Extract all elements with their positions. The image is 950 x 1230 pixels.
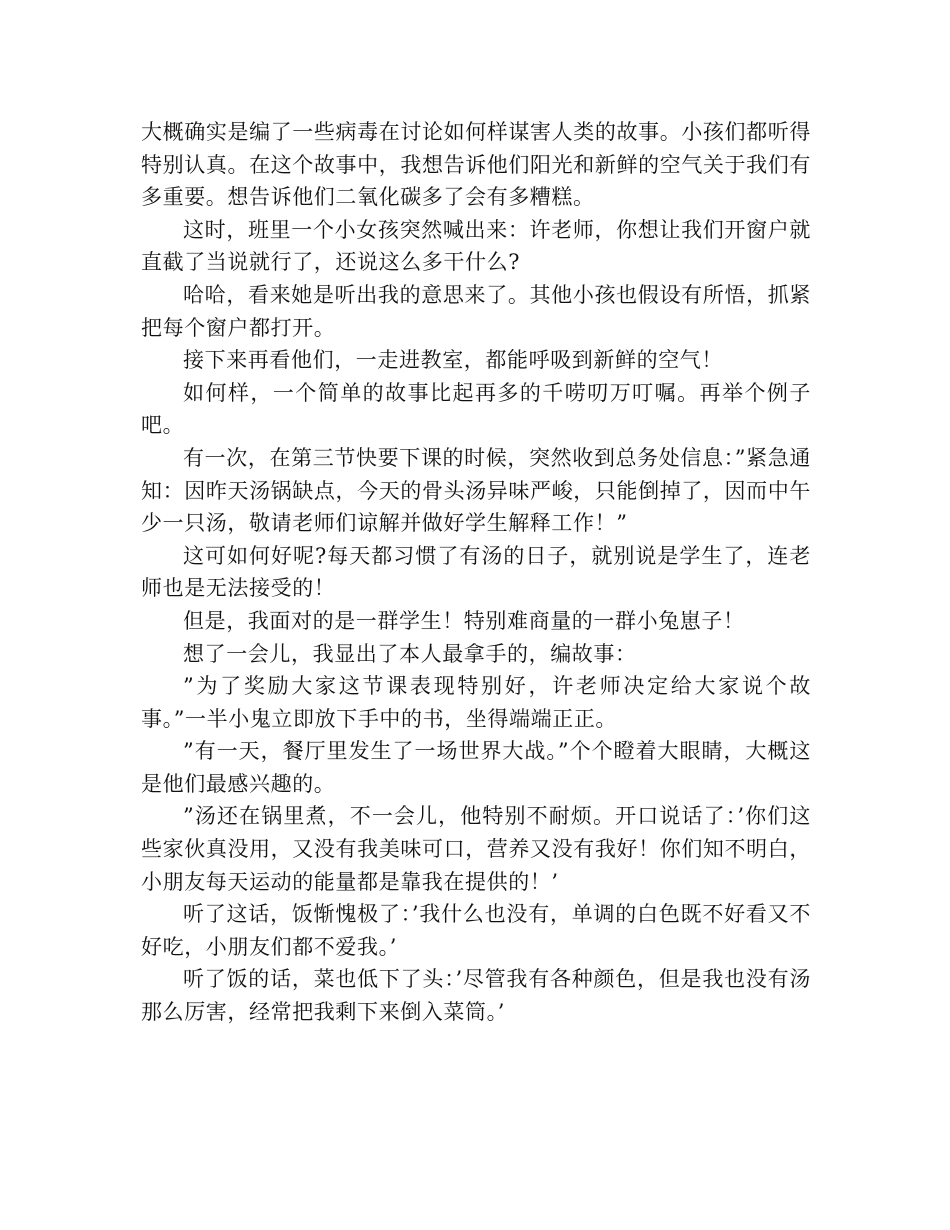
paragraph: ”汤还在锅里煮，不一会儿，他特别不耐烦。开口说话了：’你们这些家伙真没用，又没有我美味可口，营养又没有我好！你们知不明白，小朋友每天运动的能量都是靠我在提供的！’ bbox=[141, 804, 811, 894]
paragraph: ”有一天，餐厅里发生了一场世界大战。”个个瞪着大眼睛，大概这是他们最感兴趣的。 bbox=[141, 739, 811, 796]
paragraph: 哈哈，看来她是听出我的意思来了。其他小孩也假设有所悟，抓紧把每个窗户都打开。 bbox=[141, 282, 811, 340]
paragraph: ”为了奖励大家这节课表现特别好，许老师决定给大家说个故事。”一半小鬼立即放下手中的书，坐得端端正正。 bbox=[141, 674, 811, 731]
paragraph: 有一次，在第三节快要下课的时候，突然收到总务处信息：”紧急通知：因昨天汤锅缺点，今天的骨头汤异味严峻，只能倒掉了，因而中午少一只汤，敬请老师们谅解并做好学生解释工作！” bbox=[141, 445, 811, 536]
paragraph: 这可如何好呢?每天都习惯了有汤的日子，就别说是学生了，连老师也是无法接受的！ bbox=[141, 543, 811, 601]
paragraph: 如何样，一个简单的故事比起再多的千唠叨万叮嘱。再举个例子吧。 bbox=[141, 380, 811, 438]
paragraph: 接下来再看他们，一走进教室，都能呼吸到新鲜的空气！ bbox=[183, 348, 723, 373]
paragraph: 想了一会儿，我显出了本人最拿手的，编故事： bbox=[183, 641, 637, 666]
paragraph: 听了这话，饭惭愧极了：’我什么也没有，单调的白色既不好看又不好吃，小朋友们都不爱我。’ bbox=[141, 902, 811, 959]
paragraph: 但是，我面对的是一群学生！特别难商量的一群小兔崽子！ bbox=[183, 608, 745, 633]
paragraph: 听了饭的话，菜也低下了头：’尽管我有各种颜色，但是我也没有汤那么厉害，经常把我剩下来倒入菜筒。’ bbox=[141, 967, 811, 1025]
document-body bbox=[141, 116, 811, 1029]
paragraph: 大概确实是编了一些病毒在讨论如何样谋害人类的故事。小孩们都听得特别认真。在这个故事中，我想告诉他们阳光和新鲜的空气关于我们有多重要。想告诉他们二氧化碳多了会有多糟糕。 bbox=[141, 120, 811, 210]
paragraph: 这时，班里一个小女孩突然喊出来：许老师，你想让我们开窗户就直截了当说就行了，还说这么多干什么? bbox=[141, 217, 811, 275]
